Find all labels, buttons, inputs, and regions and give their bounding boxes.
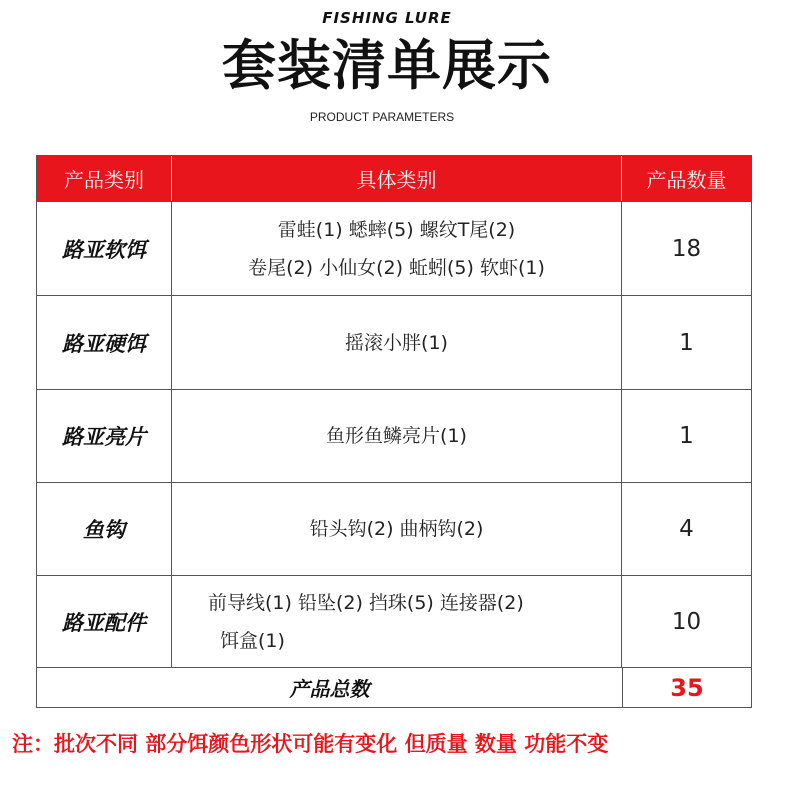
row-quantity: 4 — [679, 516, 694, 542]
row-detail — [172, 576, 622, 667]
row-quantity: 18 — [671, 235, 702, 262]
disclaimer-note: 注：批次不同 部分饵颜色形状可能有变化 但质量 数量 功能不变 — [12, 731, 609, 756]
row-detail-line: 饵盒(1) — [220, 629, 285, 652]
table-row — [37, 390, 751, 483]
column-header-detail: 具体类别 — [172, 156, 622, 201]
table-header-row — [37, 156, 751, 202]
row-detail: 鱼形鱼鳞亮片(1) — [172, 390, 622, 482]
row-detail-line: 雷蛙(1) 蟋蟀(5) 螺纹T尾(2) — [277, 218, 516, 241]
table-row — [37, 483, 751, 576]
row-detail-line: 卷尾(2) 小仙女(2) 蚯蚓(5) 软虾(1) — [248, 256, 545, 279]
row-detail — [172, 202, 622, 295]
total-label: 产品总数 — [289, 677, 370, 701]
row-detail: 铅头钩(2) 曲柄钩(2) — [172, 483, 622, 575]
row-quantity: 1 — [679, 423, 694, 449]
page-title: 套装清单展示 — [222, 34, 552, 97]
row-detail-line: 前导线(1) 铅坠(2) 挡珠(5) 连接器(2) — [208, 591, 524, 614]
table-row — [37, 576, 751, 668]
row-category: 路亚亮片 — [37, 390, 172, 482]
row-category: 鱼钩 — [37, 483, 172, 575]
total-value: 35 — [622, 668, 751, 707]
table-row — [37, 296, 751, 390]
brand-logo: FISHING LURE — [322, 9, 452, 27]
column-header-category: 产品类别 — [37, 156, 172, 201]
row-category: 路亚配件 — [37, 576, 172, 667]
page-subtitle: PRODUCT PARAMETERS — [309, 110, 455, 124]
row-quantity: 1 — [679, 329, 694, 356]
table-total-row — [37, 668, 751, 707]
column-header-quantity: 产品数量 — [646, 168, 727, 192]
row-quantity: 10 — [671, 608, 702, 635]
row-category: 路亚软饵 — [37, 202, 172, 295]
table-row — [37, 202, 751, 296]
row-category: 路亚硬饵 — [37, 296, 172, 389]
row-detail: 摇滚小胖(1) — [172, 296, 622, 389]
package-list-table — [36, 155, 752, 708]
